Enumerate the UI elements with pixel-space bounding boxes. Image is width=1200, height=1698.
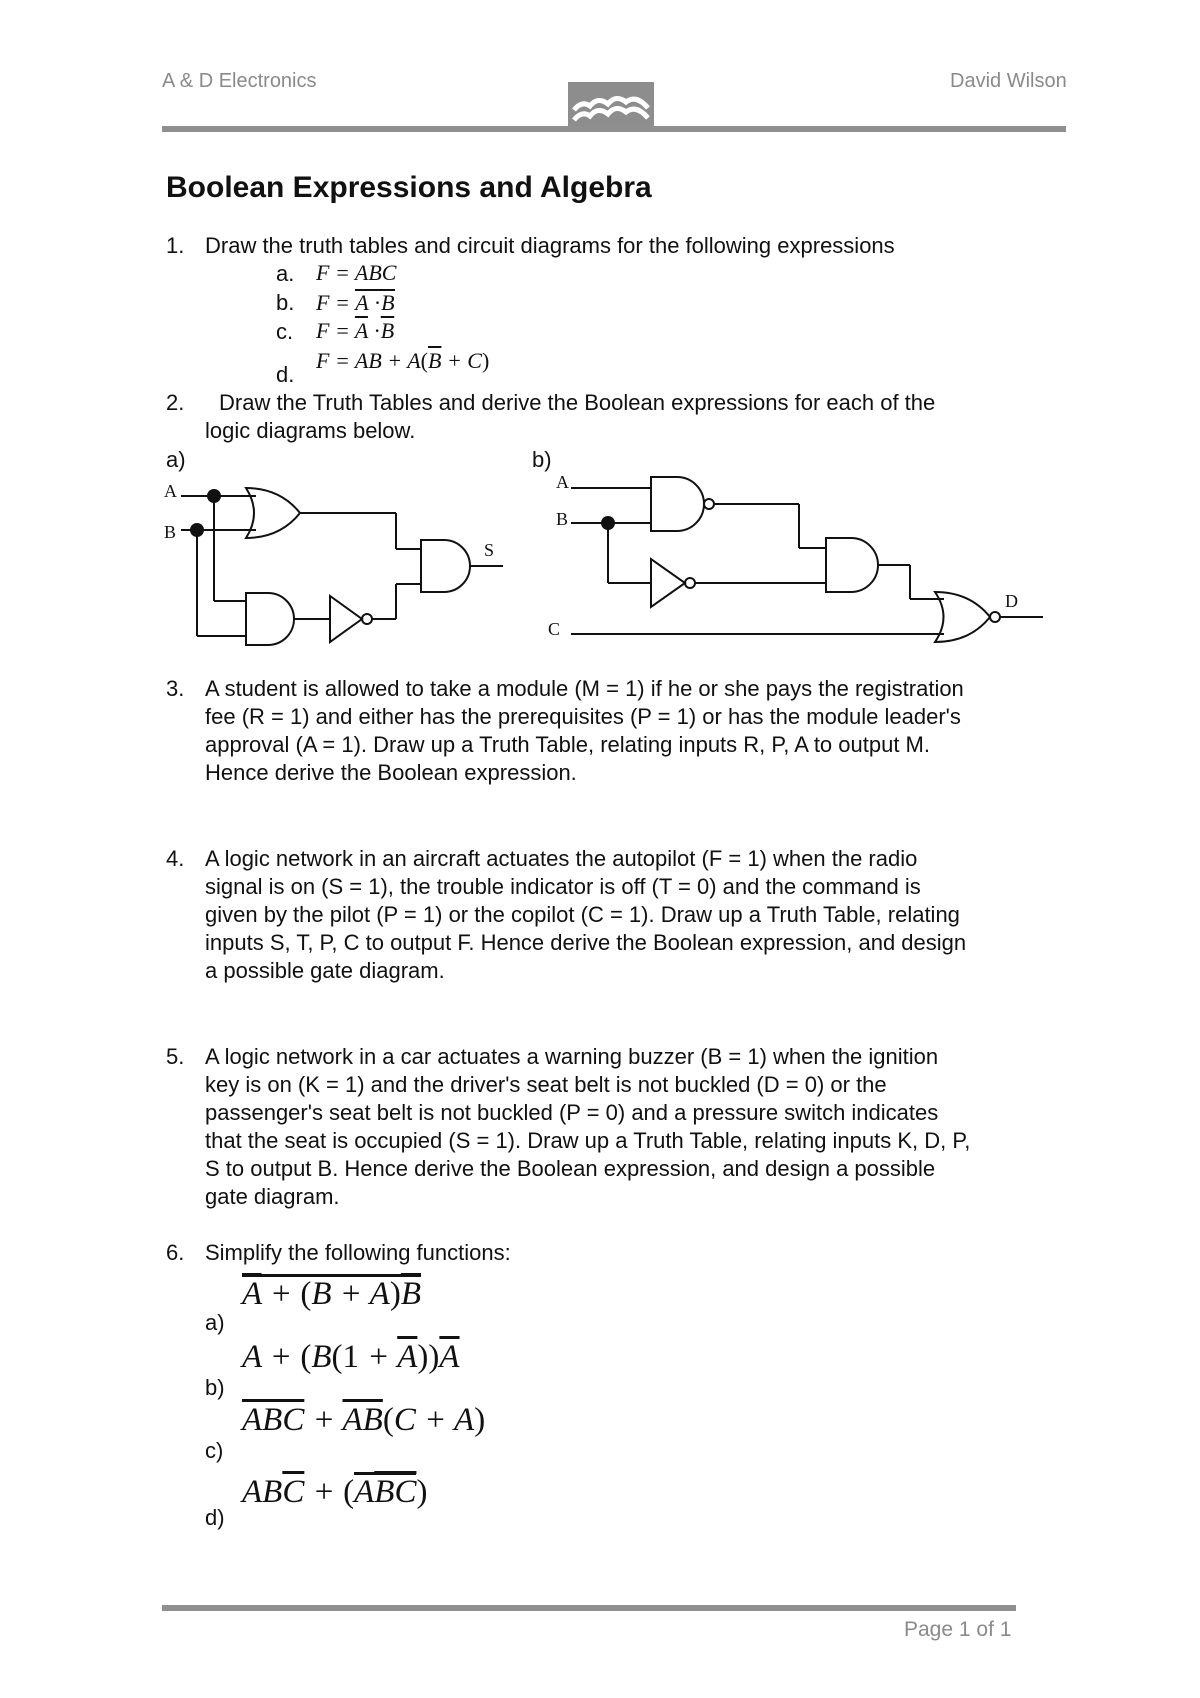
- footer-rule: [162, 1605, 1016, 1611]
- q4-line: A logic network in an aircraft actuates the autopilot (F = 1) when the radio: [205, 846, 918, 871]
- q4-line: given by the pilot (P = 1) or the copilot (C = 1). Draw up a Truth Table, relating: [205, 902, 960, 927]
- q5-line: S to output B. Hence derive the Boolean expression, and design a possible: [205, 1156, 936, 1181]
- q5-line: gate diagram.: [205, 1184, 340, 1209]
- q1-expr-a: F = ABC: [316, 260, 397, 285]
- q5-line: key is on (K = 1) and the driver's seat belt is not buckled (D = 0) or the: [205, 1072, 887, 1097]
- q5-line: A logic network in a car actuates a warning buzzer (B = 1) when the ignition: [205, 1044, 939, 1069]
- and-gate: [826, 538, 878, 592]
- q6-part-label: a): [205, 1310, 225, 1335]
- q4-line: inputs S, T, P, C to output F. Hence derive the Boolean expression, and design: [205, 930, 967, 955]
- q1-part-label: c.: [276, 319, 294, 344]
- q3-number: 3.: [166, 676, 185, 701]
- q6-expr-b: $A + (B(1 + \overline{A}))\overline{A}$: [242, 1339, 460, 1375]
- input-b-label: B: [164, 522, 177, 542]
- q6-part-label: d): [205, 1505, 225, 1530]
- not-gate: [651, 559, 685, 607]
- q3-line: A student is allowed to take a module (M = 1) if he or she pays the registration: [205, 676, 964, 701]
- q1-expr-d: F = AB + $A(\overline{B} + C)$: [316, 348, 490, 373]
- q6-expr-c: $\overline{ABC} + \overline{AB}(C + A)$: [242, 1402, 486, 1438]
- diagram-b-label: b): [532, 447, 552, 472]
- q1-part-label: b.: [276, 290, 295, 315]
- q1-part-label: d.: [276, 362, 295, 387]
- nand-gate: [651, 477, 704, 531]
- q5-number: 5.: [166, 1044, 185, 1069]
- q1-expr-b: F = A ·B: [316, 290, 395, 315]
- input-b-label: B: [556, 509, 569, 529]
- q2-line2: logic diagrams below.: [205, 418, 416, 443]
- q3-line: fee (R = 1) and either has the prerequisites (P = 1) or has the module leader's: [205, 704, 961, 729]
- q5-line: that the seat is occupied (S = 1). Draw up a Truth Table, relating inputs K, D, P,: [205, 1128, 971, 1153]
- q1-expr-c: $F = \overline{A} \cdot\overline{B}$: [316, 318, 395, 343]
- q3-line: Hence derive the Boolean expression.: [205, 760, 577, 785]
- input-a-label: A: [556, 472, 569, 492]
- header-author: David Wilson: [950, 70, 1067, 92]
- q2-number: 2.: [166, 390, 185, 415]
- input-c-label: C: [548, 619, 561, 639]
- page-number: Page 1 of 1: [904, 1618, 1012, 1641]
- output-s-label: S: [484, 540, 495, 560]
- output-d-label: D: [1005, 591, 1018, 611]
- q6-text: Simplify the following functions:: [205, 1240, 511, 1265]
- q6-expr-d: $AB\overline{C} + (A\overline{BC})$: [242, 1474, 428, 1510]
- q2-line1: Draw the Truth Tables and derive the Boolean expressions for each of the: [219, 390, 936, 415]
- q6-number: 6.: [166, 1240, 185, 1265]
- q4-line: signal is on (S = 1), the trouble indicator is off (T = 0) and the command is: [205, 874, 921, 899]
- q4-number: 4.: [166, 846, 185, 871]
- q6-part-label: c): [205, 1438, 224, 1463]
- input-a-label: A: [164, 481, 177, 501]
- q1-text: Draw the truth tables and circuit diagrams for the following expressions: [205, 233, 895, 258]
- diagram-a-label: a): [166, 447, 186, 472]
- q4-line: a possible gate diagram.: [205, 958, 445, 983]
- q5-line: passenger's seat belt is not buckled (P = 0) and a pressure switch indicates: [205, 1100, 939, 1125]
- q1-number: 1.: [166, 233, 185, 258]
- q1-part-label: a.: [276, 261, 295, 286]
- q6-part-label: b): [205, 1375, 225, 1400]
- page-title: Boolean Expressions and Algebra: [166, 171, 652, 204]
- q3-line: approval (A = 1). Draw up a Truth Table, relating inputs R, P, A to output M.: [205, 732, 930, 757]
- header-company: A & D Electronics: [162, 70, 317, 92]
- q6-expr-a: $\overline{A} + (B + A)\overline{B}$: [242, 1276, 422, 1312]
